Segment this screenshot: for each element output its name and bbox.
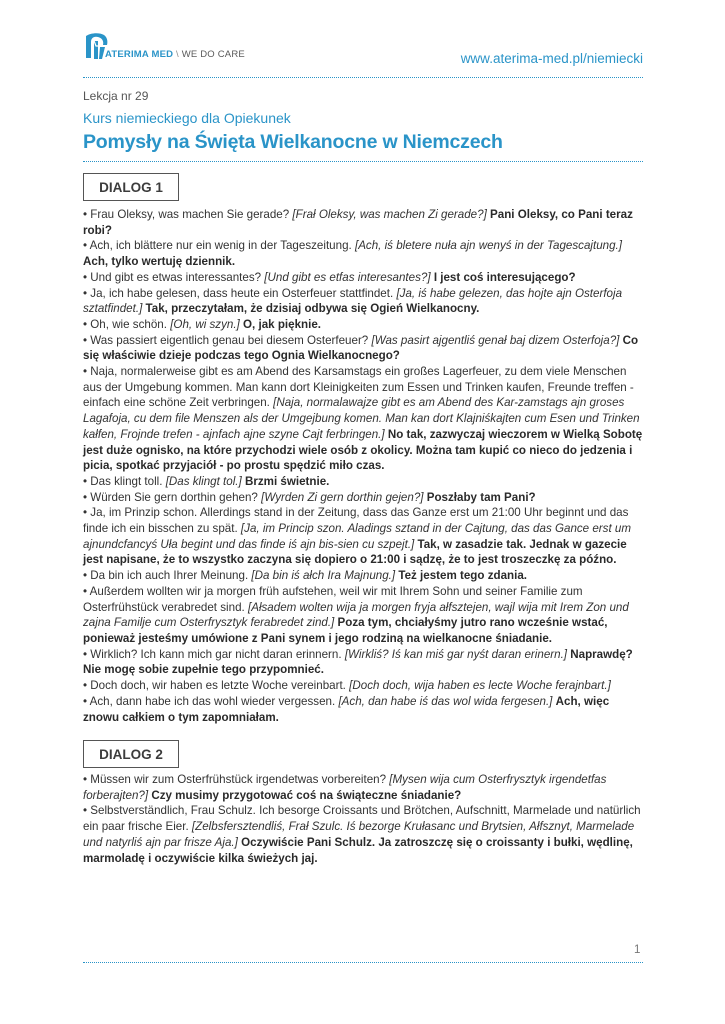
german-text: • Ja, im Prinzip schon. Allerdings stand in der Zeitung, dass das Ganze erst um 21:00 Uhr beginnt und das finde ich ein bisschen zu spät. bbox=[83, 506, 629, 536]
german-text: • Da bin ich auch Ihrer Meinung. bbox=[83, 569, 249, 583]
aterima-logo bbox=[83, 32, 253, 66]
phonetic-text: [Zelbsfersztendliś, Frał Szulc. Iś bezorge Krułasanc und Brytsien, Ałfsznyt, Marmelade und natyrliś ajn par frisze Aja.] bbox=[83, 820, 635, 849]
dialog-line bbox=[83, 490, 643, 506]
polish-text: Tak, przeczytałam, że dzisiaj odbywa się Ogień Wielkanocny. bbox=[145, 302, 480, 316]
phonetic-text: [Ach, iś bletere nuła ajn wenyś in der Tagescajtung.] bbox=[354, 239, 622, 253]
german-text: • Wirklich? Ich kann mich gar nicht daran erinnern. bbox=[83, 647, 342, 661]
bottom-divider bbox=[83, 962, 643, 963]
lesson-number: Lekcja nr 29 bbox=[83, 89, 149, 103]
polish-text: Ach, więc znowu całkiem o tym zapomniałam. bbox=[83, 694, 610, 724]
german-text: • Müssen wir zum Osterfrühstück irgendetwas vorbereiten? bbox=[83, 773, 387, 786]
german-text: • Was passiert eigentlich genau bei diesem Osterfeuer? bbox=[83, 333, 369, 347]
page-title: Pomysły na Święta Wielkanocne w Niemczech bbox=[83, 131, 503, 153]
polish-text: Pani Oleksy, co Pani teraz robi? bbox=[83, 208, 633, 237]
dialog-line bbox=[83, 568, 643, 584]
polish-text: Ach, tylko wertuję dziennik. bbox=[83, 255, 236, 269]
dialog-2-text bbox=[83, 772, 643, 866]
dialog-2-label: DIALOG 2 bbox=[83, 740, 179, 768]
phonetic-text: [Was pasirt ajgentliś genał baj dizem Osterfoja?] bbox=[371, 333, 620, 347]
dialog-line bbox=[83, 474, 643, 490]
page-number: 1 bbox=[634, 944, 641, 956]
german-text: • Und gibt es etwas interessantes? bbox=[83, 270, 262, 284]
german-text: • Frau Oleksy, was machen Sie gerade? bbox=[83, 208, 290, 221]
dialog-line bbox=[83, 364, 643, 474]
german-text: • Oh, wie schön. bbox=[83, 317, 167, 331]
phonetic-text: [Naja, normalawajze gibt es am Abend des Kar-zamstags ajn groses Lagafoja, cu dem file Menszen als der Umgejbung komen. Man kan dort Klajniśkajten cum Esen und Trinken kałfen, Frojnde trefen - ajnfach ajne szyne Cajt ferbringen.] bbox=[83, 396, 640, 441]
dialog-line bbox=[83, 270, 643, 286]
polish-text: No tak, zazwyczaj wieczorem w Wielką Sobotę jest duże ognisko, na które przychodzi wiele osób z okolicy. Można tam kupić co nieco do jedzenia i picia, spotkać przyjaciół - po prostu spędzić miło czas. bbox=[83, 427, 643, 473]
german-text: • Doch doch, wir haben es letzte Woche vereinbart. bbox=[83, 679, 346, 693]
dialog-line bbox=[83, 505, 643, 568]
site-url-link[interactable]: www.aterima-med.pl/niemiecki bbox=[460, 51, 643, 66]
polish-text: Poszłaby tam Pani? bbox=[426, 490, 536, 504]
phonetic-text: [Ja, im Princip szon. Aladings sztand in der Cajtung, das das Gance erst um ajnundcfancyś Uła begint und das finde iś ajn bis-sien cu szpejt.] bbox=[83, 522, 632, 551]
polish-text: Brzmi świetnie. bbox=[244, 474, 330, 488]
dialog-1-label: DIALOG 1 bbox=[83, 173, 179, 201]
polish-text: Tak, w zasadzie tak. Jednak w gazecie jest napisane, że to wszystko zaczyna się dopiero o 21:00 i sądzę, że to jest troszeczkę za późno. bbox=[83, 537, 627, 567]
phonetic-text: [Ałsadem wolten wija ja morgen fryja ałfsztejen, wajl wija mit Irem Zon und zajna Familje cum Osterfrysztyk ferabredet zind.] bbox=[83, 600, 629, 630]
dialog-line bbox=[83, 286, 643, 317]
german-text: • Ach, dann habe ich das wohl wieder vergessen. bbox=[83, 694, 336, 708]
german-text: • Ja, ich habe gelesen, dass heute ein Osterfeuer stattfindet. bbox=[83, 286, 394, 300]
german-text: • Selbstverständlich, Frau Schulz. Ich besorge Croissants und Brötchen, Aufschnitt, Marmelade und natürlich ein paar frische Eier. bbox=[83, 804, 641, 834]
dialog-line bbox=[83, 678, 643, 694]
logo-brand: ATERIMA MED bbox=[105, 49, 174, 60]
logo-separator: \ bbox=[176, 49, 179, 60]
page-header bbox=[83, 30, 643, 70]
dialog-line bbox=[83, 333, 643, 364]
polish-text: O, jak pięknie. bbox=[243, 317, 322, 331]
dialog-line bbox=[83, 803, 643, 866]
logo-tagline: WE DO CARE bbox=[181, 49, 245, 60]
polish-text: Naprawdę? Nie mogę sobie zupełnie tego przypomnieć. bbox=[83, 647, 633, 677]
top-divider bbox=[83, 77, 643, 78]
dialog-1-text bbox=[83, 207, 643, 725]
phonetic-text: [Ach, dan habe iś das wol wida fergesen.] bbox=[338, 694, 553, 708]
phonetic-text: [Frał Oleksy, was machen Zi gerade?] bbox=[292, 208, 487, 221]
dialog-line bbox=[83, 584, 643, 647]
german-text: • Das klingt toll. bbox=[83, 474, 163, 488]
phonetic-text: [Doch doch, wija haben es lecte Woche ferajnbart.] bbox=[349, 679, 611, 693]
phonetic-text: [Mysen wija cum Osterfrysztyk irgendetfas forberajten?] bbox=[83, 773, 607, 802]
polish-text: Oczywiście Pani Schulz. Ja zatroszczę się o croissanty i bułki, wędlinę, marmoladę i oczywiście kilka świeżych jaj. bbox=[83, 835, 633, 865]
dialog-line bbox=[83, 694, 643, 725]
polish-text: Poza tym, chciałyśmy jutro rano wcześnie wstać, ponieważ jesteśmy umówione z Pani synem i jego rodziną na wielkanocne śniadanie. bbox=[83, 616, 608, 645]
title-divider bbox=[83, 161, 643, 162]
polish-text: I jest coś interesującego? bbox=[433, 270, 576, 284]
german-text: • Naja, normalerweise gibt es am Abend des Karsamstags ein großes Lagerfeuer, zu dem viele Menschen aus der Umgebung kommen. Man kann dort Kleinigkeiten zum Essen und Trinken kaufen, Freunde treffen - einfach eine schöne Zeit verbringen. bbox=[83, 365, 634, 410]
polish-text: Czy musimy przygotować coś na świąteczne śniadanie? bbox=[151, 788, 462, 802]
phonetic-text: [Wirkliś? Iś kan miś gar nyśt daran erinern.] bbox=[344, 647, 568, 661]
polish-text: Co się właściwie dzieje podczas tego Ognia Wielkanocnego? bbox=[83, 333, 639, 363]
german-text: • Ach, ich blättere nur ein wenig in der Tageszeitung. bbox=[83, 239, 352, 253]
phonetic-text: [Wyrden Zi gern dorthin gejen?] bbox=[261, 490, 424, 504]
phonetic-text: [Das klingt tol.] bbox=[165, 474, 242, 488]
phonetic-text: [Ja, iś habe gelezen, das hojte ajn Osterfoja sztatfindet.] bbox=[83, 286, 623, 316]
dialog-line bbox=[83, 647, 643, 678]
dialog-line bbox=[83, 207, 643, 238]
german-text: • Außerdem wollten wir ja morgen früh aufstehen, weil wir mit Ihrem Sohn und seiner Familie zum Osterfrühstück verabredet sind. bbox=[83, 584, 583, 614]
dialog-line bbox=[83, 317, 643, 333]
dialog-line bbox=[83, 772, 643, 803]
phonetic-text: [Oh, wi szyn.] bbox=[170, 317, 240, 331]
polish-text: Też jestem tego zdania. bbox=[398, 569, 527, 583]
phonetic-text: [Da bin iś ałch Ira Majnung.] bbox=[251, 569, 396, 583]
phonetic-text: [Und gibt es etfas interesantes?] bbox=[264, 270, 431, 284]
dialog-line bbox=[83, 238, 643, 269]
german-text: • Würden Sie gern dorthin gehen? bbox=[83, 490, 258, 504]
course-name: Kurs niemieckiego dla Opiekunek bbox=[83, 110, 291, 126]
